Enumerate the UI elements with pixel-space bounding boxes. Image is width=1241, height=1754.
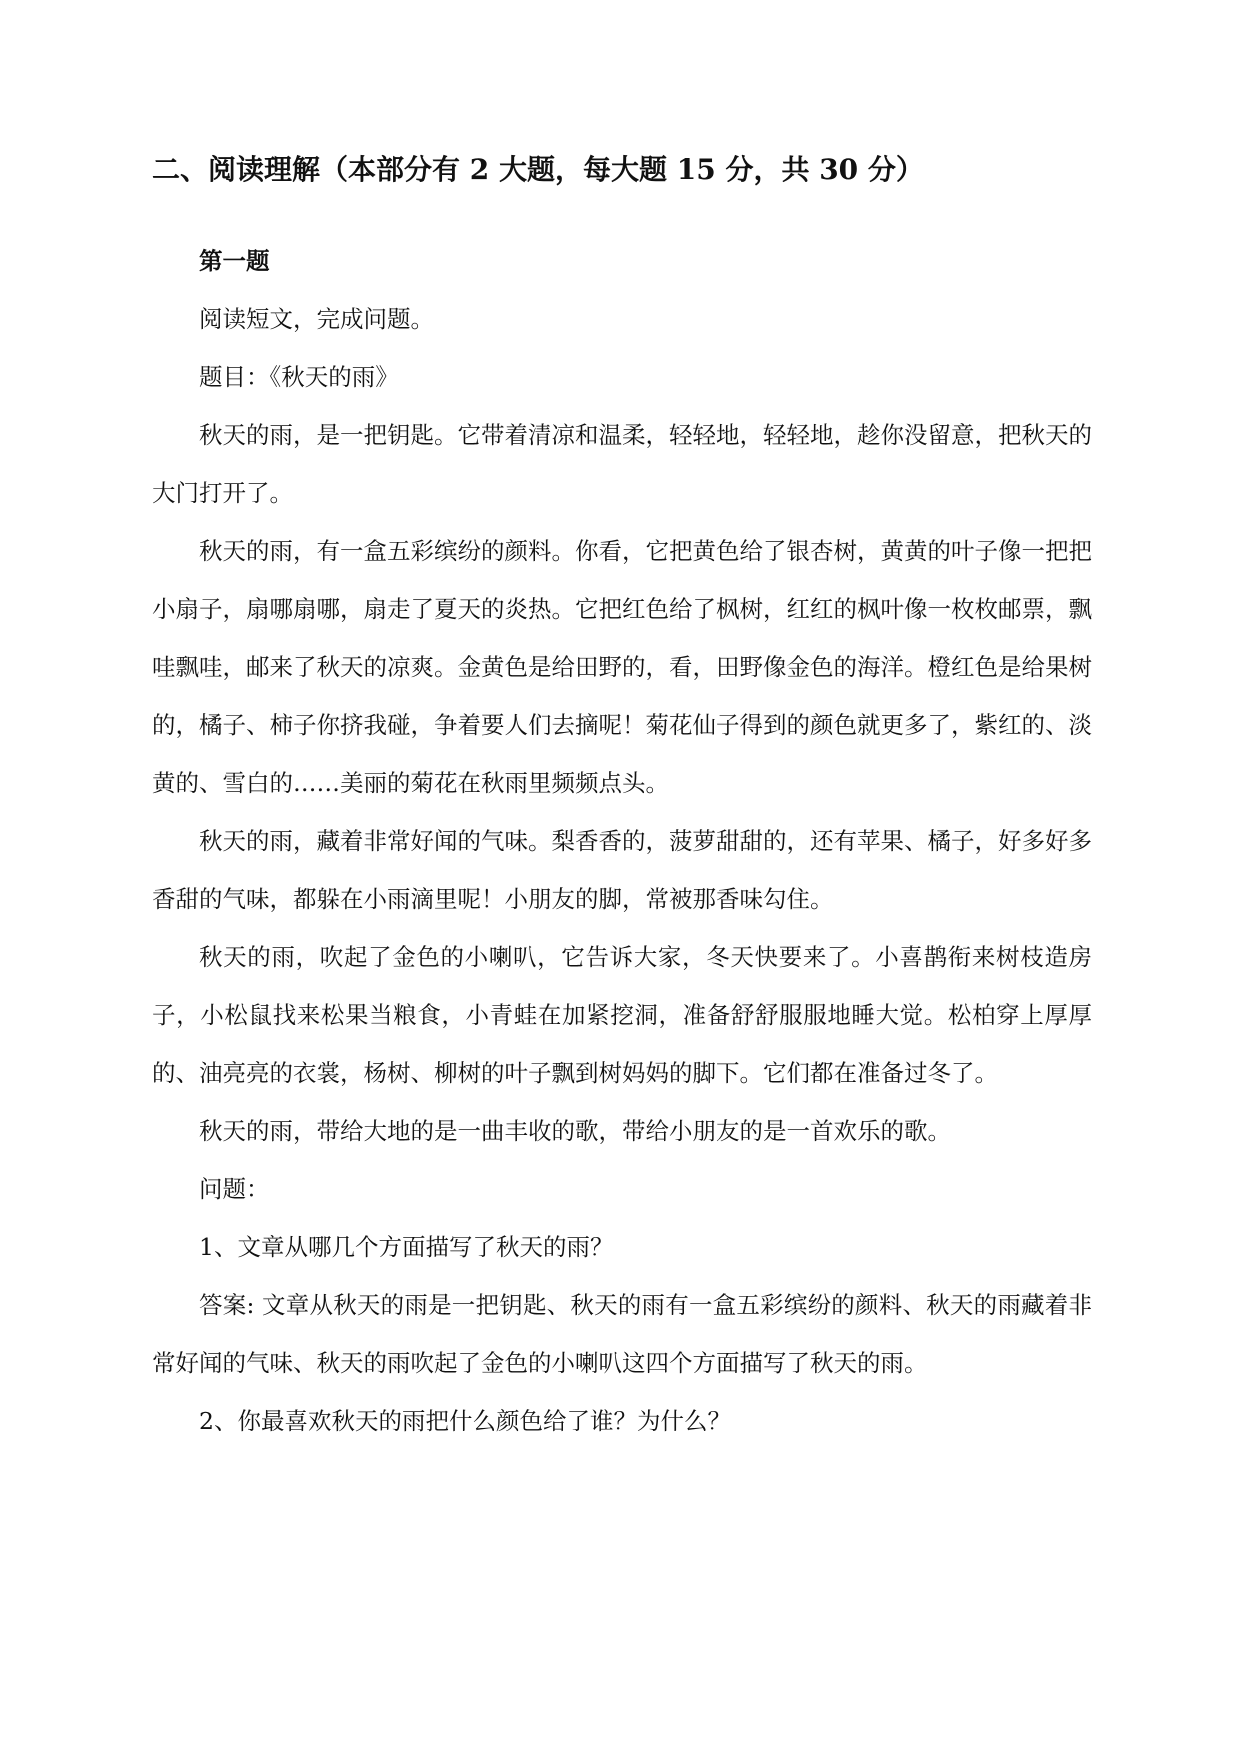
passage-paragraph: 秋天的雨，吹起了金色的小喇叭，它告诉大家，冬天快要来了。小喜鹊衔来树枝造房子，小松鼠找来松果当粮食，小青蛙在加紧挖洞，准备舒舒服服地睡大觉。松柏穿上厚厚的、油亮亮的衣裳，杨树、柳树的叶子飘到树妈妈的脚下。它们都在准备过冬了。 — [152, 943, 1092, 1087]
passage-paragraph: 秋天的雨，带给大地的是一曲丰收的歌，带给小朋友的是一首欢乐的歌。 — [199, 1117, 951, 1145]
questions-label: 问题： — [199, 1175, 270, 1203]
answer-text: 答案: 文章从秋天的雨是一把钥匙、秋天的雨有一盒五彩缤纷的颜料、秋天的雨藏着非常好闻的气味、秋天的雨吹起了金色的小喇叭这四个方面描写了秋天的雨。 — [152, 1291, 1092, 1377]
passage-paragraph: 秋天的雨，有一盒五彩缤纷的颜料。你看，它把黄色给了银杏树，黄黄的叶子像一把把小扇子，扇哪扇哪，扇走了夏天的炎热。它把红色给了枫树，红红的枫叶像一枚枚邮票，飘哇飘哇，邮来了秋天的凉爽。金黄色是给田野的，看，田野像金色的海洋。橙红色是给果树的，橘子、柿子你挤我碰，争着要人们去摘呢！菊花仙子得到的颜色就更多了，紫红的、淡黄的、雪白的……美丽的菊花在秋雨里频频点头。 — [152, 537, 1092, 797]
question-item: 2、你最喜欢秋天的雨把什么颜色给了谁？为什么？ — [199, 1407, 731, 1435]
question-one-block — [152, 232, 1092, 1450]
section-heading: 二、阅读理解（本部分有 2 大题，每大题 15 分，共 30 分） — [152, 153, 924, 186]
passage-title: 题目：《秋天的雨》 — [199, 363, 399, 391]
passage-paragraph: 秋天的雨，是一把钥匙。它带着清凉和温柔，轻轻地，轻轻地，趁你没留意，把秋天的大门打开了。 — [152, 421, 1092, 507]
question-item: 1、文章从哪几个方面描写了秋天的雨？ — [199, 1233, 614, 1261]
question-label: 第一题 — [199, 247, 270, 275]
passage-paragraph: 秋天的雨，藏着非常好闻的气味。梨香香的，菠萝甜甜的，还有苹果、橘子，好多好多香甜的气味，都躲在小雨滴里呢！小朋友的脚，常被那香味勾住。 — [152, 827, 1092, 913]
instruction-text: 阅读短文，完成问题。 — [199, 305, 434, 333]
